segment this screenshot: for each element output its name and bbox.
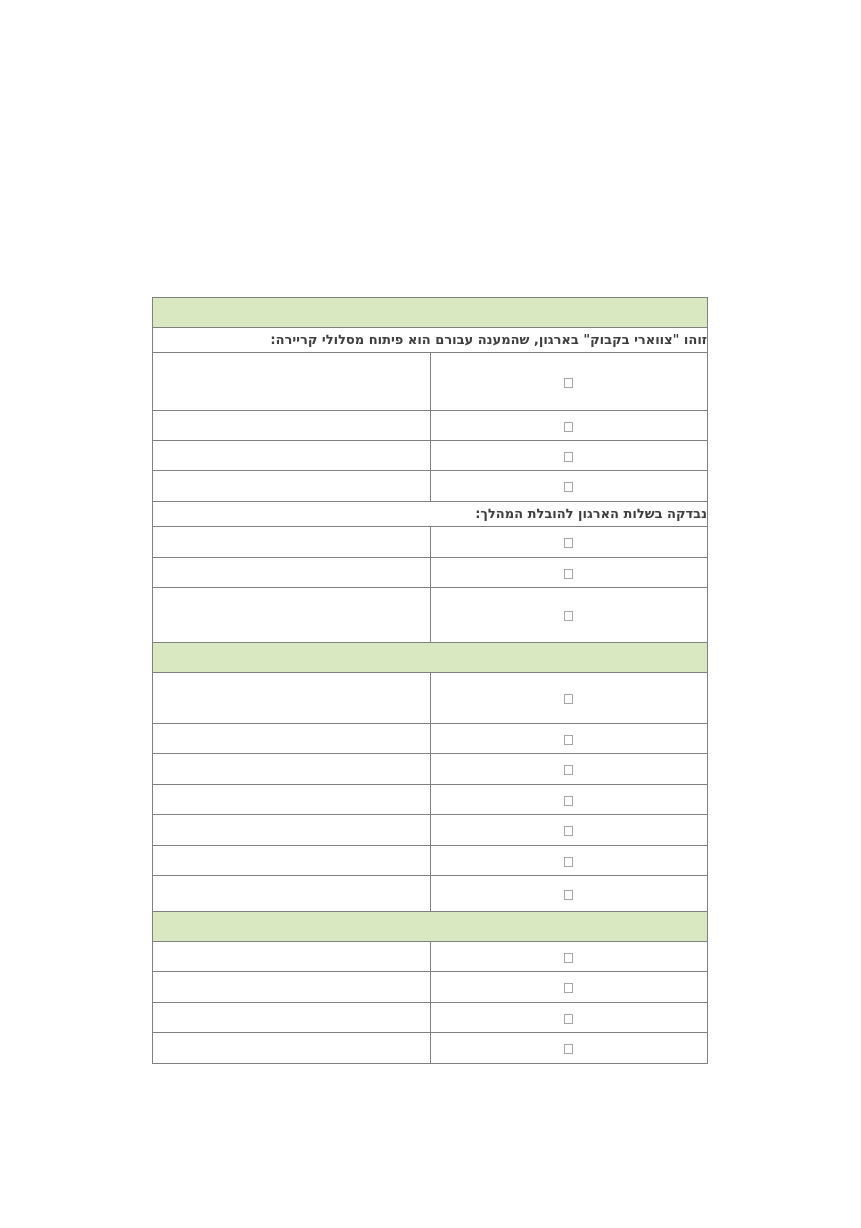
checklist-item <box>153 588 708 643</box>
item-text <box>153 724 431 754</box>
checklist-item <box>153 724 708 754</box>
checklist-item <box>153 785 708 815</box>
checkbox-cell <box>430 353 708 411</box>
question-row <box>153 502 708 527</box>
checkbox-cell <box>430 588 708 643</box>
checklist-item <box>153 527 708 558</box>
empty-checkbox-icon[interactable] <box>564 378 573 388</box>
section-header-cell <box>153 643 708 673</box>
checkbox-cell <box>430 972 708 1003</box>
empty-checkbox-icon[interactable] <box>564 422 573 432</box>
question-row <box>153 328 708 353</box>
checklist-item <box>153 471 708 502</box>
question-text: נבדקה בשלות הארגון להובלת המהלך: <box>153 502 708 527</box>
empty-checkbox-icon[interactable] <box>564 452 573 462</box>
item-text <box>153 471 431 502</box>
checklist-item <box>153 815 708 846</box>
empty-checkbox-icon[interactable] <box>564 826 573 836</box>
question-text: זוהו "צווארי בקבוק" בארגון, שהמענה עבורם הוא פיתוח מסלולי קריירה: <box>153 328 708 353</box>
item-text <box>153 846 431 876</box>
empty-checkbox-icon[interactable] <box>564 890 573 900</box>
empty-checkbox-icon[interactable] <box>564 857 573 867</box>
empty-checkbox-icon[interactable] <box>564 983 573 993</box>
checklist-item <box>153 673 708 724</box>
checkbox-cell <box>430 411 708 441</box>
checklist-item <box>153 846 708 876</box>
item-text <box>153 558 431 588</box>
empty-checkbox-icon[interactable] <box>564 796 573 806</box>
checklist-item <box>153 754 708 785</box>
checklist-item <box>153 411 708 441</box>
item-text <box>153 411 431 441</box>
checklist-item <box>153 558 708 588</box>
empty-checkbox-icon[interactable] <box>564 569 573 579</box>
item-text <box>153 1033 431 1064</box>
item-text <box>153 785 431 815</box>
checkbox-cell <box>430 1003 708 1033</box>
checklist-item <box>153 353 708 411</box>
item-text <box>153 527 431 558</box>
checkbox-cell <box>430 1033 708 1064</box>
item-text <box>153 815 431 846</box>
checkbox-cell <box>430 673 708 724</box>
checkbox-cell <box>430 441 708 471</box>
empty-checkbox-icon[interactable] <box>564 1014 573 1024</box>
section-header <box>153 912 708 942</box>
checklist-table <box>152 297 708 1064</box>
item-text <box>153 942 431 972</box>
empty-checkbox-icon[interactable] <box>564 1044 573 1054</box>
item-text <box>153 673 431 724</box>
checkbox-cell <box>430 942 708 972</box>
checkbox-cell <box>430 724 708 754</box>
checklist-item <box>153 942 708 972</box>
checklist-item <box>153 441 708 471</box>
section-header <box>153 298 708 328</box>
checkbox-cell <box>430 815 708 846</box>
empty-checkbox-icon[interactable] <box>564 611 573 621</box>
empty-checkbox-icon[interactable] <box>564 482 573 492</box>
item-text <box>153 353 431 411</box>
section-header <box>153 643 708 673</box>
empty-checkbox-icon[interactable] <box>564 538 573 548</box>
checkbox-cell <box>430 471 708 502</box>
item-text <box>153 1003 431 1033</box>
item-text <box>153 876 431 912</box>
checkbox-cell <box>430 754 708 785</box>
checklist-item <box>153 972 708 1003</box>
empty-checkbox-icon[interactable] <box>564 765 573 775</box>
section-header-cell <box>153 298 708 328</box>
item-text <box>153 588 431 643</box>
item-text <box>153 441 431 471</box>
item-text <box>153 972 431 1003</box>
empty-checkbox-icon[interactable] <box>564 735 573 745</box>
item-text <box>153 754 431 785</box>
checkbox-cell <box>430 846 708 876</box>
section-header-cell <box>153 912 708 942</box>
checklist-item <box>153 1003 708 1033</box>
checkbox-cell <box>430 785 708 815</box>
checklist-item <box>153 1033 708 1064</box>
checkbox-cell <box>430 558 708 588</box>
checkbox-cell <box>430 876 708 912</box>
empty-checkbox-icon[interactable] <box>564 953 573 963</box>
checkbox-cell <box>430 527 708 558</box>
empty-checkbox-icon[interactable] <box>564 694 573 704</box>
checklist-item <box>153 876 708 912</box>
